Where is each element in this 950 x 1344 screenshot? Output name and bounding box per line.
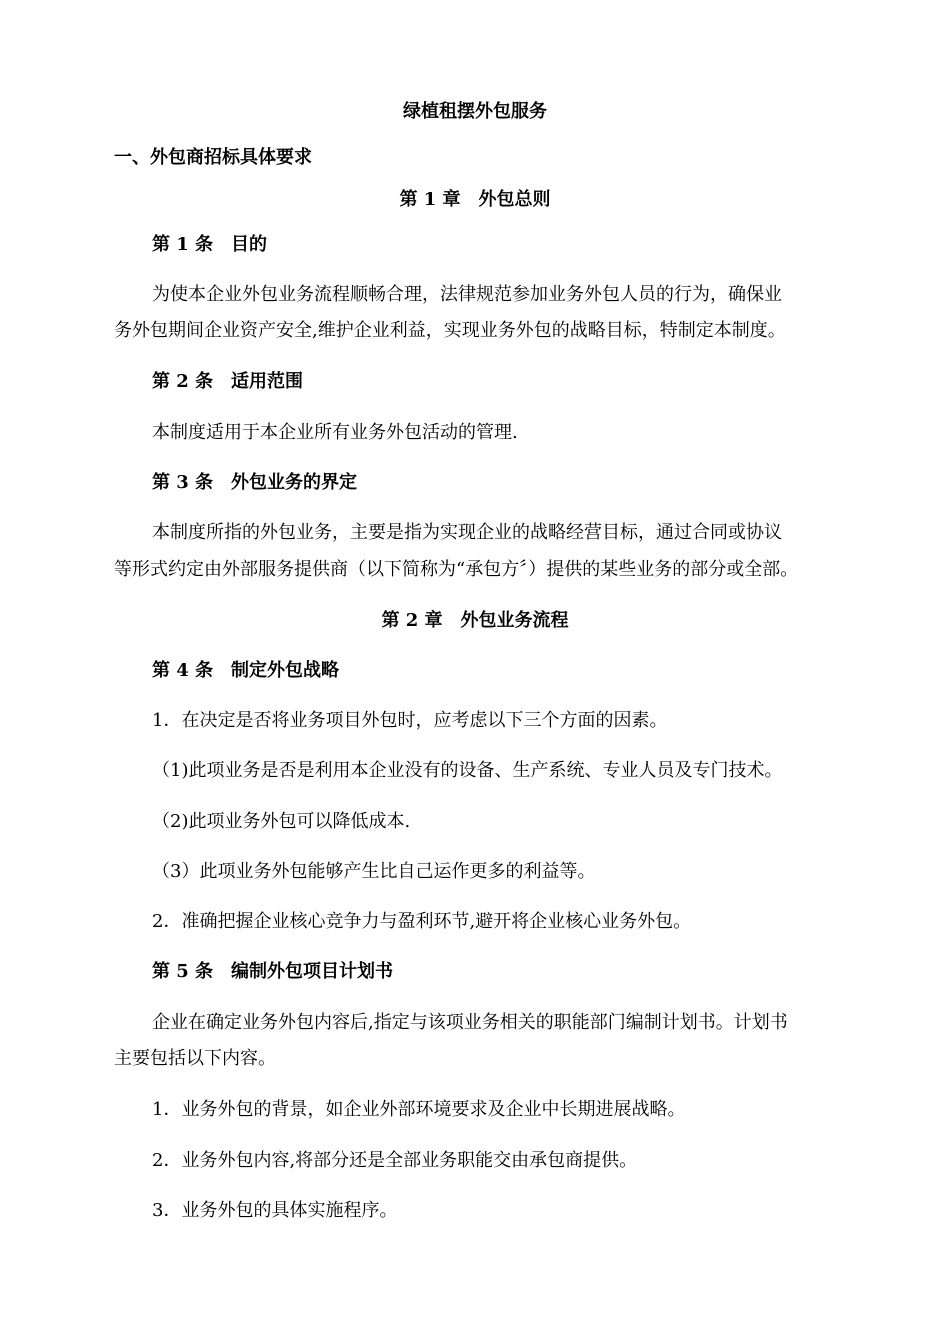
article-4-item-1: 1．在决定是否将业务项目外包时，应考虑以下三个方面的因素。: [152, 710, 668, 731]
document-title: 绿植租摆外包服务: [403, 101, 547, 122]
article-1-paragraph-line-1: 为使本企业外包业务流程顺畅合理，法律规范参加业务外包人员的行为，确保业: [152, 284, 782, 305]
article-3-paragraph-line-1: 本制度所指的外包业务，主要是指为实现企业的战略经营目标，通过合同或协议: [152, 522, 782, 543]
article-4-sub-item-1: （1)此项业务是否是利用本企业没有的设备、生产系统、专业人员及专门技术。: [152, 760, 783, 781]
chapter-1-title: 第 1 章 外包总则: [399, 189, 551, 210]
article-5-paragraph-line-1: 企业在确定业务外包内容后,指定与该项业务相关的职能部门编制计划书。计划书: [152, 1012, 788, 1033]
article-1-heading: 第 1 条 目的: [152, 234, 268, 255]
article-5-paragraph-line-2: 主要包括以下内容。: [114, 1048, 276, 1069]
article-5-item-3: 3．业务外包的具体实施程序。: [152, 1200, 398, 1221]
article-3-paragraph-line-2: 等形式约定由外部服务提供商（以下简称为“承包方〞）提供的某些业务的部分或全部。: [114, 559, 799, 580]
section-heading: 一、外包商招标具体要求: [114, 147, 312, 168]
article-5-heading: 第 5 条 编制外包项目计划书: [152, 961, 394, 982]
article-1-paragraph-line-2: 务外包期间企业资产安全,维护企业利益，实现业务外包的战略目标，特制定本制度。: [114, 320, 786, 341]
article-5-item-1: 1．业务外包的背景，如企业外部环境要求及企业中长期进展战略。: [152, 1099, 686, 1120]
article-2-heading: 第 2 条 适用范围: [152, 371, 304, 392]
article-4-heading: 第 4 条 制定外包战略: [152, 660, 340, 681]
article-5-item-2: 2．业务外包内容,将部分还是全部业务职能交由承包商提供。: [152, 1150, 638, 1171]
article-4-sub-item-3: （3）此项业务外包能够产生比自己运作更多的利益等。: [152, 861, 596, 882]
article-4-sub-item-2: （2)此项业务外包可以降低成本.: [152, 811, 411, 832]
article-3-heading: 第 3 条 外包业务的界定: [152, 472, 358, 493]
article-2-paragraph: 本制度适用于本企业所有业务外包活动的管理.: [152, 422, 518, 443]
article-4-item-2: 2．准确把握企业核心竞争力与盈利环节,避开将企业核心业务外包。: [152, 911, 692, 932]
chapter-2-title: 第 2 章 外包业务流程: [381, 610, 569, 631]
